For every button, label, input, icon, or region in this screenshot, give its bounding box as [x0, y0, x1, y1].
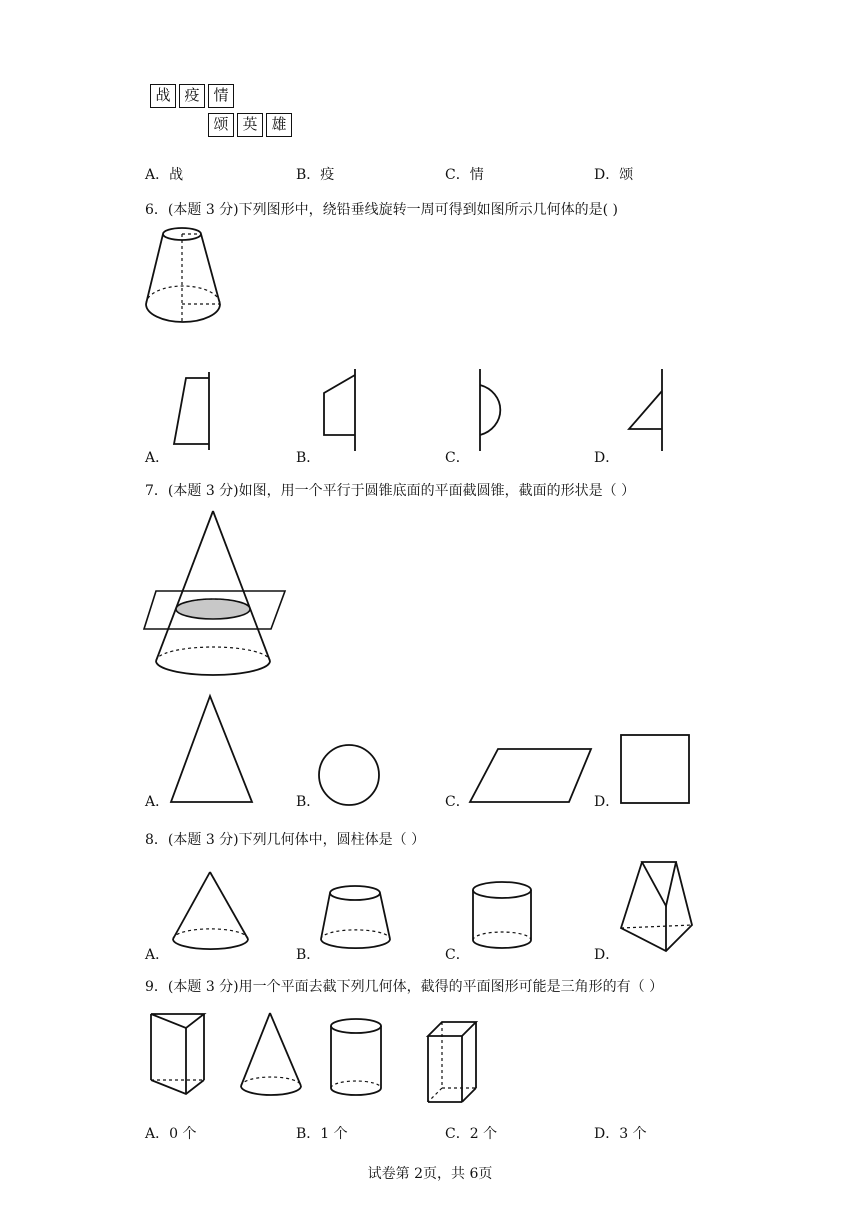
q8-option-d[interactable]: D． [594, 947, 620, 963]
q7-option-c-parallelogram [466, 746, 596, 806]
q7-option-d[interactable]: D． [594, 794, 620, 810]
q7-text: 7．(本题 3 分)如图，用一个平行于圆锥底面的平面截圆锥，截面的形状是（ ） [145, 483, 636, 499]
q9-option-d[interactable]: D．3 个 [594, 1126, 647, 1142]
q8-text: 8．(本题 3 分)下列几何体中，圆柱体是（ ） [145, 832, 426, 848]
q7-option-c[interactable]: C． [445, 794, 470, 810]
q8-option-a-cone [170, 869, 255, 954]
net-cell: 颂 [208, 113, 234, 137]
q8-option-a[interactable]: A． [145, 947, 170, 963]
q8-option-c-cylinder [470, 878, 538, 958]
net-cell: 英 [237, 113, 263, 137]
net-cell: 雄 [266, 113, 292, 137]
cone-section-figure [140, 508, 290, 683]
q9-triangular-prism [148, 1010, 218, 1098]
q9-cone [238, 1010, 308, 1100]
q8-option-c[interactable]: C． [445, 947, 470, 963]
q7-option-d-square [619, 733, 691, 805]
q9-cylinder [328, 1016, 388, 1104]
page-footer: 试卷第 2页，共 6页 [367, 1166, 493, 1182]
q6-option-d[interactable]: D． [594, 450, 620, 466]
q7-option-a[interactable]: A． [145, 794, 170, 810]
q8-option-b-frustum [318, 881, 396, 956]
q6-option-b-figure [320, 367, 365, 462]
q6-option-d-figure [623, 367, 668, 462]
q8-option-b[interactable]: B． [296, 947, 321, 963]
q9-option-a[interactable]: A．0 个 [145, 1126, 197, 1142]
q9-rectangular-prism [424, 1018, 484, 1106]
net-cell: 疫 [179, 84, 205, 108]
q7-option-b-circle [316, 744, 386, 808]
q5-option-c[interactable]: C．情 [445, 167, 484, 183]
q5-option-a[interactable]: A．战 [145, 167, 184, 183]
q6-text: 6．(本题 3 分)下列图形中，绕铅垂线旋转一周可得到如图所示几何体的是( ) [145, 202, 619, 218]
q8-option-d-prism [618, 858, 698, 958]
q6-option-c-figure [474, 367, 524, 462]
q6-option-a-figure [170, 370, 220, 460]
q9-option-c[interactable]: C．2 个 [445, 1126, 498, 1142]
q6-option-a[interactable]: A． [145, 450, 170, 466]
q7-option-b[interactable]: B． [296, 794, 321, 810]
q5-option-d[interactable]: D．颂 [594, 167, 634, 183]
q9-text: 9．(本题 3 分)用一个平面去截下列几何体，截得的平面图形可能是三角形的有（ ） [145, 979, 664, 995]
net-cell: 战 [150, 84, 176, 108]
q5-option-b[interactable]: B．疫 [296, 167, 335, 183]
q6-option-c[interactable]: C． [445, 450, 470, 466]
q9-option-b[interactable]: B．1 个 [296, 1126, 348, 1142]
net-cell: 情 [208, 84, 234, 108]
q7-option-a-triangle [168, 692, 258, 807]
frustum-figure [140, 222, 240, 332]
q6-option-b[interactable]: B． [296, 450, 321, 466]
